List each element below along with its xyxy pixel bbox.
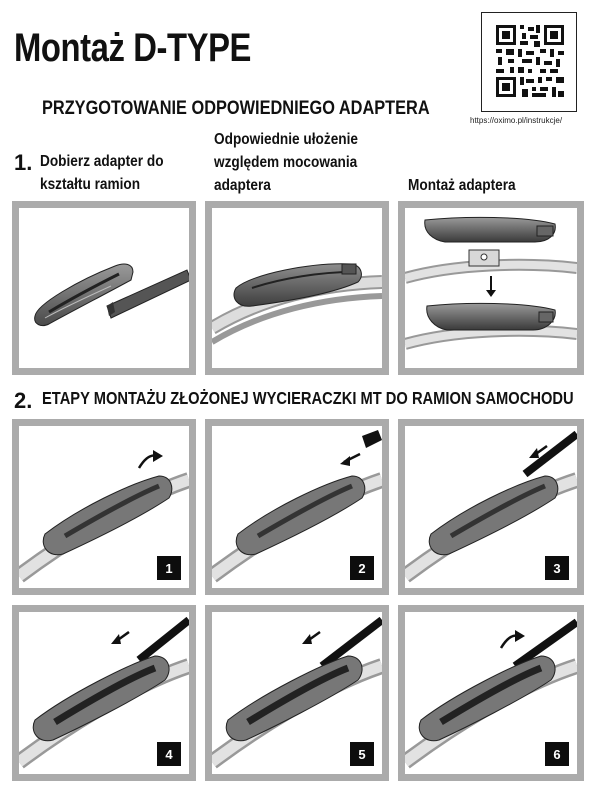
adapter-illustration	[19, 208, 189, 368]
step-badge: 1	[157, 556, 181, 580]
col1-label	[40, 150, 164, 196]
adapter-mounting-image	[398, 201, 584, 375]
step-badge: 2	[350, 556, 374, 580]
col2-label	[214, 128, 358, 197]
col1-line2: kształtu ramion	[40, 176, 141, 193]
col3-line1: Montaż adaptera	[408, 177, 516, 194]
section2-heading: ETAPY MONTAŻU ZŁOŻONEJ WYCIERACZKI MT DO RAMION SAMOCHODU	[42, 388, 574, 408]
section2-number: 2.	[14, 388, 33, 413]
col2-line3: adaptera	[214, 177, 271, 194]
step-5-image	[205, 605, 389, 781]
section1-number: 1.	[14, 150, 33, 175]
adapter-mounting-illustration	[405, 208, 577, 368]
adapter-select-image	[12, 201, 196, 375]
col2-line2: względem mocowania	[214, 154, 358, 171]
step-6-image	[398, 605, 584, 781]
col3-label	[408, 174, 516, 197]
step-1-image	[12, 419, 196, 595]
qr-code[interactable]	[481, 12, 577, 112]
step-4-image	[12, 605, 196, 781]
qr-url[interactable]: https://oximo.pl/instrukcje/	[470, 116, 563, 125]
step-badge: 3	[545, 556, 569, 580]
step-3-image	[398, 419, 584, 595]
step-badge: 4	[157, 742, 181, 766]
adapter-orientation-image	[205, 201, 389, 375]
section1-heading: PRZYGOTOWANIE ODPOWIEDNIEGO ADAPTERA	[42, 98, 430, 119]
page-title: Montaż D-TYPE	[14, 26, 252, 70]
step-badge: 5	[350, 742, 374, 766]
step-badge: 6	[545, 742, 569, 766]
qr-code-icon	[496, 25, 564, 97]
col2-line1: Odpowiednie ułożenie	[214, 131, 358, 148]
adapter-orientation-illustration	[212, 208, 382, 368]
step-2-image	[205, 419, 389, 595]
col1-line1: Dobierz adapter do	[40, 153, 164, 170]
